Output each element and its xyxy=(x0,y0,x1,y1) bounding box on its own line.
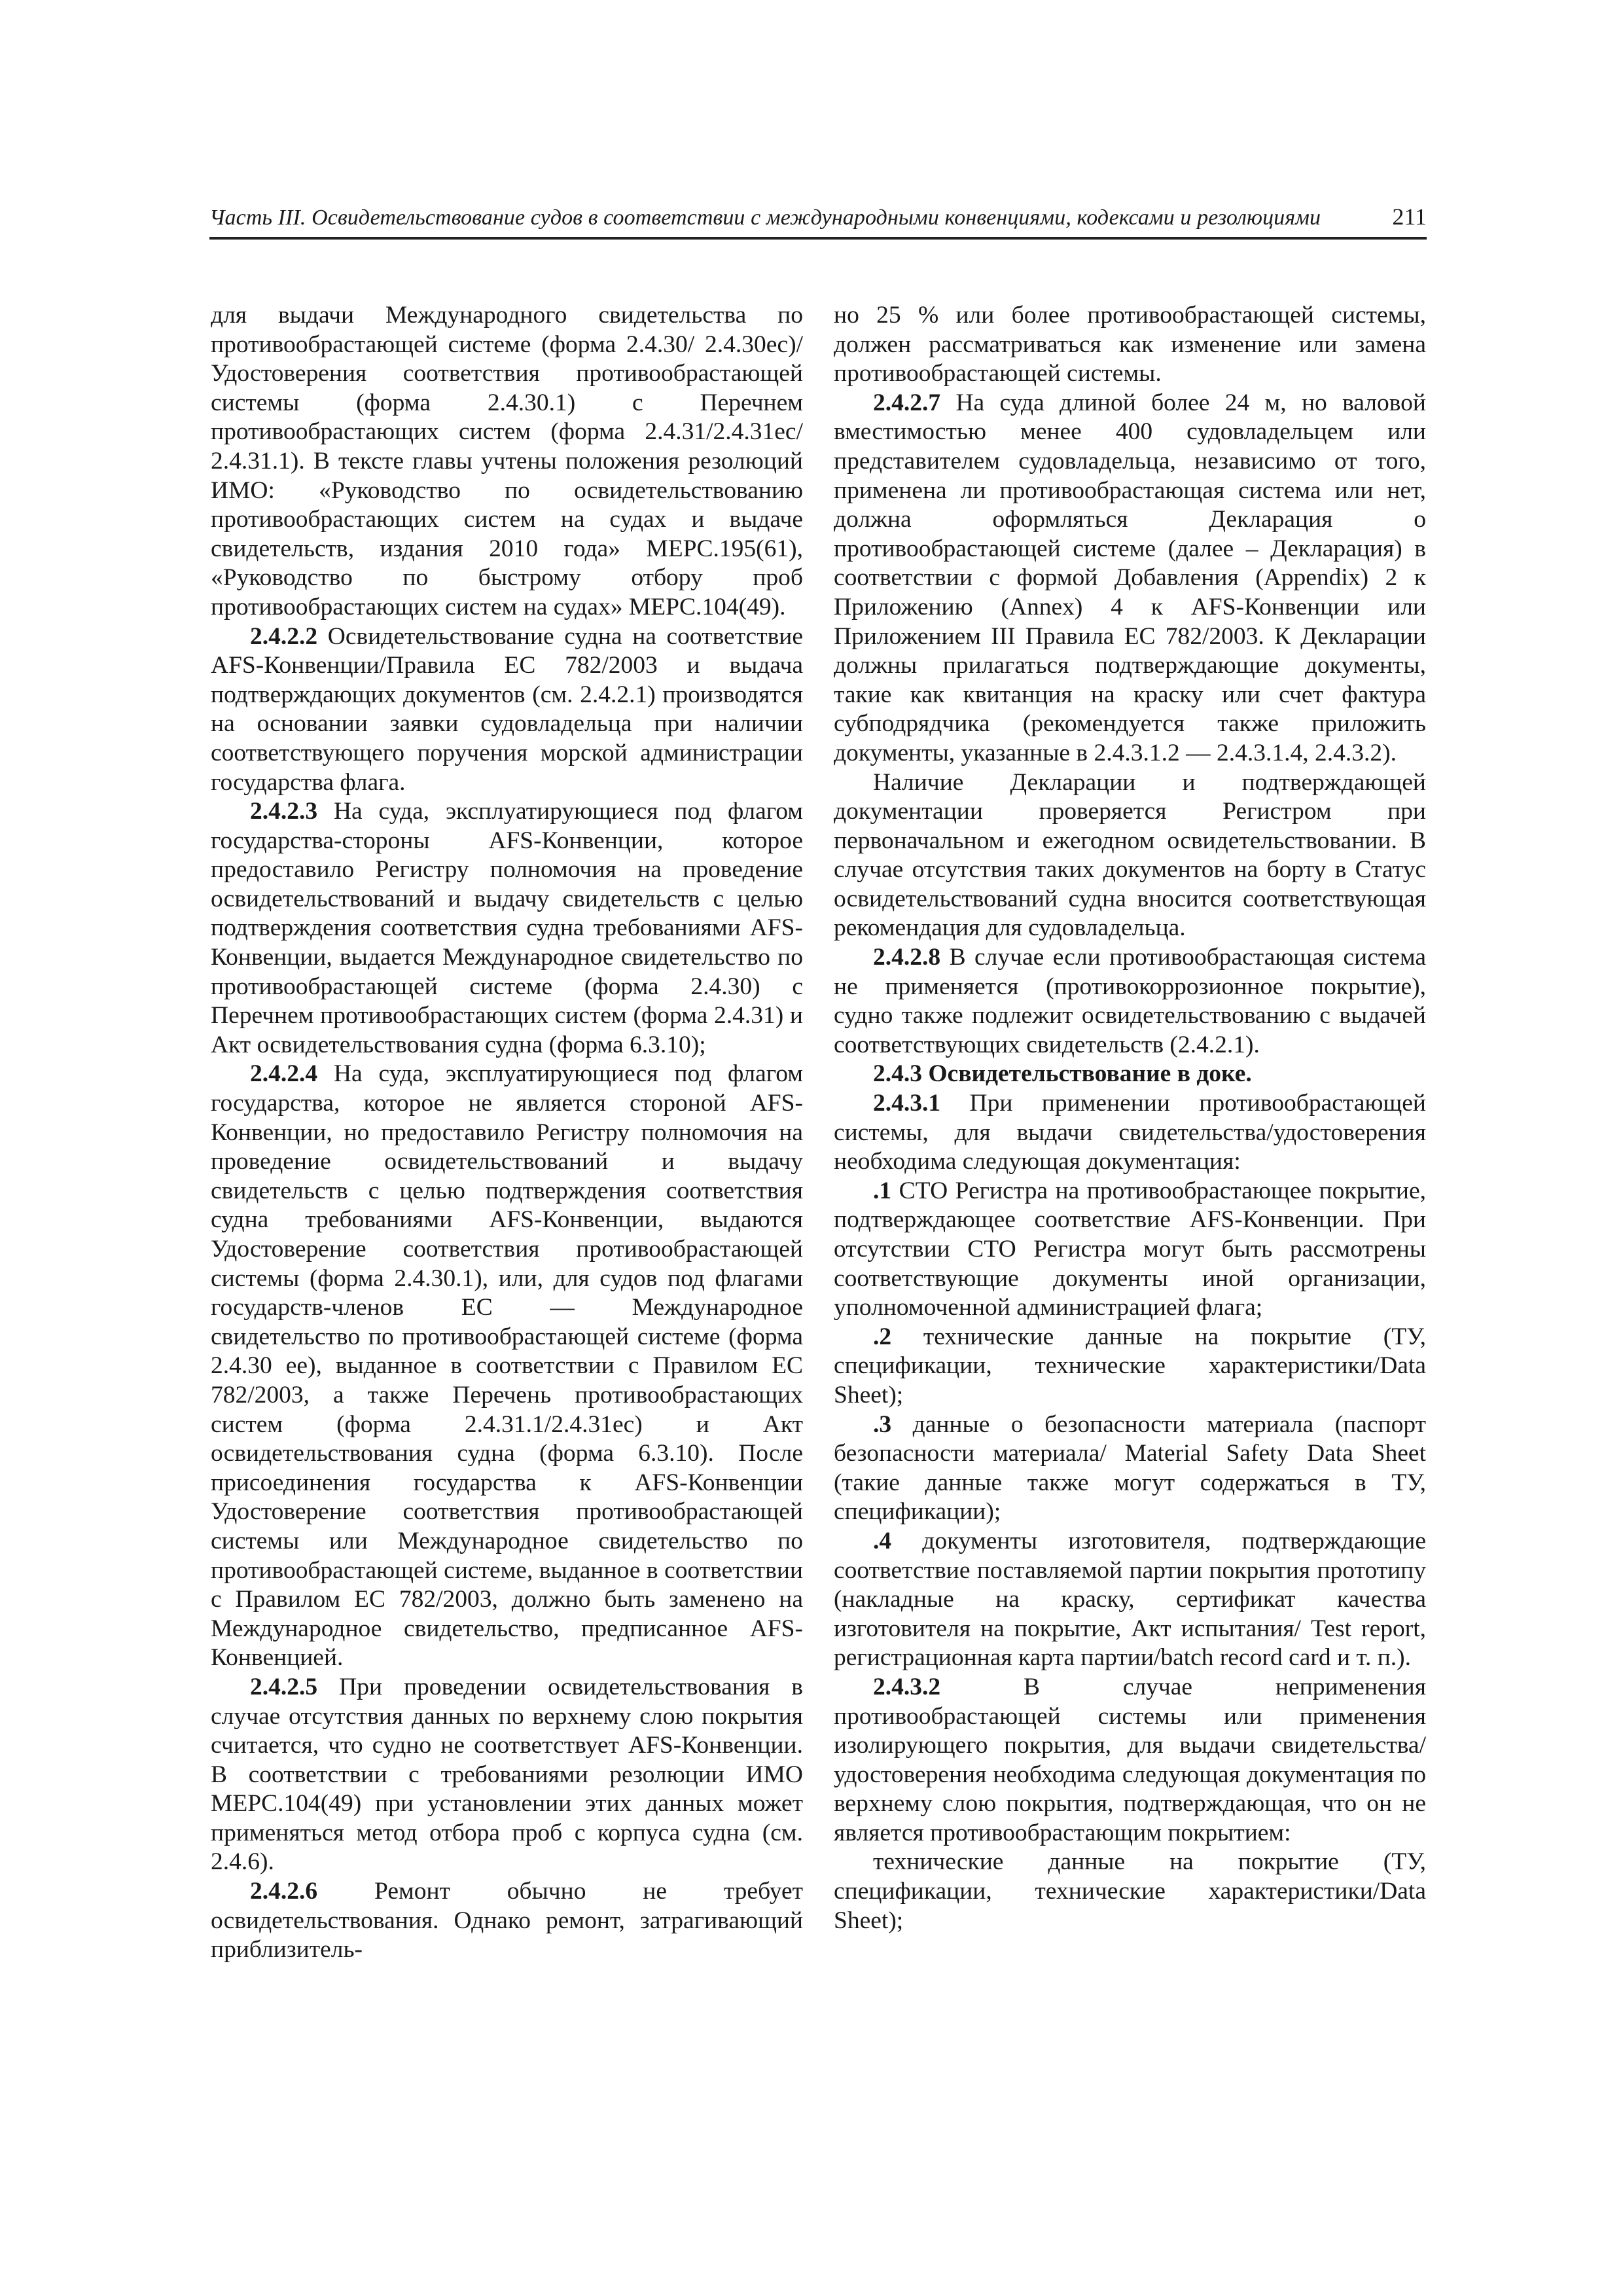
page-header xyxy=(209,196,1427,240)
section-heading-2-4-3 xyxy=(834,1060,1426,1089)
right-column xyxy=(834,301,1426,1935)
clause-number: 2.4.2.2 xyxy=(250,622,318,650)
item-number: .1 xyxy=(873,1177,892,1204)
paragraph-text: На суда, эксплуатирующиеся под флагом государства-стороны AFS-Конвенции, которое предоставило Регистру полномочия на проведение освидетельствований и выдачу свидетельств с целью подтверждения соответствия судна требованиями AFS-Конвенции, выдается Международное свидетельство по противообрастающей системе (форма 2.4.30) с Перечнем противообрастающих систем (форма 2.4.31) и Акт освидетельствования судна (форма 6.3.10); xyxy=(211,798,803,1058)
heading-text: Освидетельствование в доке. xyxy=(928,1060,1252,1088)
item-number: .2 xyxy=(873,1323,892,1350)
paragraph-2-4-3-1 xyxy=(834,1089,1426,1177)
paragraph-text: Ремонт обычно не требует освидетельствования. Однако ремонт, затрагивающий приблизитель- xyxy=(211,1878,804,1964)
item-number: .3 xyxy=(873,1410,892,1438)
paragraph-text: На суда, эксплуатирующиеся под флагом государства, которое не является стороной AFS-Конвенции, но предоставило Регистру полномочия на проведение освидетельствований и выдачу свидетельств с целью подтверждения соответствия судна требованиями AFS-Конвенции, выдаются Удостоверение соответствия противообрастающей системы (форма 2.4.30.1), или, для судов под флагами государств-членов ЕС — Международное свидетельство по противообрастающей системе (форма 2.4.30 ee), выданное в соответствии с Правилом ЕС 782/2003, а также Перечень противообрастающих систем (форма 2.4.31.1/2.4.31ec) и Акт освидетельствования судна (форма 6.3.10). После присоединения государства к AFS-Конвенции Удостоверение соответствия противообрастающей системы или Международное свидетельство по противообрастающей системе, выданное в соответствии с Правилом ЕС 782/2003, должно быть заменено на Международное свидетельство, предписанное AFS-Конвенцией. xyxy=(211,1060,803,1672)
paragraph-continuation xyxy=(834,301,1426,389)
clause-number: 2.4.3.1 xyxy=(873,1090,941,1117)
paragraph-text: На суда длиной более 24 м, но валовой вместимостью менее 400 судовладельцем или представителем судовладельца, независимо от того, применена ли противообрастающая система или нет, должна оформляться Декларация о противообрастающей системе (далее – Декларация) в соответствии с формой Добавления (Appendix) 2 к Приложению (Annex) 4 к AFS-Конвенции или Приложением III Правила ЕС 782/2003. К Декларации должны прилагаться подтверждающие документы, такие как квитанция на краску или счет фактура субподрядчика (рекомендуется также приложить документы, указанные в 2.4.3.1.2 — 2.4.3.1.4, 2.4.3.2). xyxy=(834,389,1426,766)
paragraph-text: При применении противообрастающей системы, для выдачи свидетельства/удостоверения необходима следующая документация: xyxy=(834,1090,1426,1175)
left-column xyxy=(211,301,803,1965)
paragraph-text: СТО Регистра на противообрастающее покрытие, подтверждающее соответствие AFS-Конвенции. При отсутствии СТО Регистра могут быть рассмотрены соответствующие документы иной организации, уполномоченной администрацией флага; xyxy=(834,1177,1426,1321)
item-number: .4 xyxy=(873,1527,892,1554)
clause-number: 2.4.2.3 xyxy=(250,798,318,825)
paragraph-continuation xyxy=(211,301,803,622)
paragraph-declaration-check xyxy=(834,768,1426,944)
list-item-2 xyxy=(834,1323,1426,1410)
running-title: Часть III. Освидетельствование судов в соответствии с международными конвенциями, кодексами и резолюциями xyxy=(209,206,1321,230)
paragraph-2-4-2-6 xyxy=(211,1877,803,1965)
paragraph-text: Наличие Декларации и подтверждающей документации проверяется Регистром при первоначальном и ежегодном освидетельствовании. В случае отсутствия таких документов на борту в Статус освидетельствований судна вносится соответствующая рекомендация для судовладельца. xyxy=(834,768,1426,942)
clause-number: 2.4.2.7 xyxy=(873,389,941,416)
page-number: 211 xyxy=(1392,204,1427,230)
paragraph-text: технические данные на покрытие (ТУ, спецификации, технические характеристики/Data Sheet); xyxy=(834,1848,1426,1934)
paragraph-tech-data xyxy=(834,1848,1426,1935)
paragraph-text: но 25 % или более противообрастающей системы, должен рассматриваться как изменение или замена противообрастающей системы. xyxy=(834,302,1426,387)
paragraph-text: Освидетельствование судна на соответствие AFS-Конвенции/Правила ЕС 782/2003 и выдача подтверждающих документов (см. 2.4.2.1) производятся на основании заявки судовладельца при наличии соответствующего поручения морской администрации государства флага. xyxy=(211,622,804,796)
paragraph-text: При проведении освидетельствования в случае отсутствия данных по верхнему слою покрытия считается, что судно не соответствует AFS-Конвенции. В соответствии с требованиями резолюции ИМО MEPC.104(49) при установлении этих данных может применяться метод отбора проб с корпуса судна (см. 2.4.6). xyxy=(211,1673,804,1876)
paragraph-text: В случае если противообрастающая система не применяется (противокоррозионное покрытие), судно также подлежит освидетельствованию с выдачей соответствующих свидетельств (2.4.2.1). xyxy=(834,944,1427,1058)
list-item-1 xyxy=(834,1177,1426,1323)
paragraph-text: данные о безопасности материала (паспорт безопасности материала/ Material Safety Data Sheet (такие данные также могут содержаться в ТУ, спецификации); xyxy=(834,1410,1427,1526)
paragraph-text: документы изготовителя, подтверждающие соответствие поставляемой партии покрытия прототипу (накладные на краску, сертификат качества изготовителя на покрытие, Акт испытания/ Test report, регистрационная карта партии/batch record card и т. п.). xyxy=(834,1527,1426,1672)
clause-number: 2.4.2.8 xyxy=(873,944,941,971)
paragraph-2-4-2-8 xyxy=(834,943,1426,1060)
list-item-4 xyxy=(834,1527,1426,1673)
paragraph-2-4-2-2 xyxy=(211,622,803,798)
clause-number: 2.4.3.2 xyxy=(873,1673,941,1700)
heading-number: 2.4.3 xyxy=(873,1060,922,1088)
paragraph-2-4-2-3 xyxy=(211,797,803,1060)
paragraph-2-4-2-4 xyxy=(211,1060,803,1672)
paragraph-text: технические данные на покрытие (ТУ, спецификации, технические характеристики/Data Sheet); xyxy=(834,1323,1427,1408)
paragraph-2-4-2-5 xyxy=(211,1673,803,1877)
paragraph-text: В случае неприменения противообрастающей системы или применения изолирующего покрытия, для выдачи свидетельства/удостоверения необходима следующая документация по верхнему слою покрытия, подтверждающая, что он не является противообрастающим покрытием: xyxy=(834,1673,1426,1846)
paragraph-2-4-3-2 xyxy=(834,1673,1426,1848)
paragraph-2-4-2-7 xyxy=(834,389,1426,768)
clause-number: 2.4.2.4 xyxy=(250,1060,318,1088)
list-item-3 xyxy=(834,1410,1426,1527)
clause-number: 2.4.2.5 xyxy=(250,1673,318,1700)
clause-number: 2.4.2.6 xyxy=(250,1878,318,1905)
paragraph-text: для выдачи Международного свидетельства по противообрастающей системе (форма 2.4.30/ 2.4.30ec)/Удостоверения соответствия противообрастающей системы (форма 2.4.30.1) с Перечнем противообрастающих систем (форма 2.4.31/2.4.31ec/ 2.4.31.1). В тексте главы учтены положения резолюций ИМО: «Руководство по освидетельствованию противообрастающих систем на судах и выдаче свидетельств, издания 2010 года» MEPC.195(61), «Руководство по быстрому отбору проб противообрастающих систем на судах» MEPC.104(49). xyxy=(211,302,803,620)
